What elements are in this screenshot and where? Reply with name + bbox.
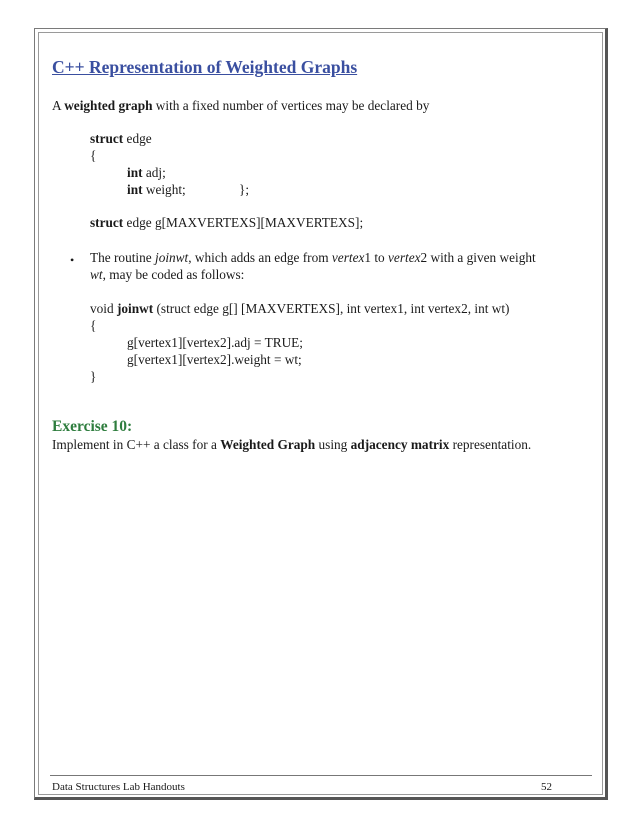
bullet-italic-wt: wt xyxy=(90,267,103,282)
bullet-text: 1 to xyxy=(364,250,389,265)
struct-close: }; xyxy=(239,182,250,197)
bullet-marker: • xyxy=(70,253,75,267)
struct-name: edge xyxy=(123,131,152,146)
void-keyword: void xyxy=(90,301,117,316)
exercise-text-part: using xyxy=(315,437,351,452)
footer-rule xyxy=(50,775,592,776)
bullet-text: , which adds an edge from xyxy=(188,250,332,265)
function-name: joinwt xyxy=(116,301,154,316)
function-params: (struct edge g[] [MAXVERTEXS], int vertex1, int vertex2, int wt) xyxy=(153,301,510,316)
array-decl: edge g[MAXVERTEXS][MAXVERTEXS]; xyxy=(123,215,364,230)
bullet-text: 2 with a given weight xyxy=(420,250,536,265)
bullet-italic-vertex: vertex xyxy=(388,250,421,265)
joinwt-close-brace: } xyxy=(90,369,97,384)
struct-open-brace: { xyxy=(90,148,97,163)
struct-field-weight xyxy=(127,182,186,198)
intro-post: with a fixed number of vertices may be declared by xyxy=(152,98,430,113)
footer-title: Data Structures Lab Handouts xyxy=(52,781,185,793)
intro-pre: A xyxy=(52,98,65,113)
struct-array-decl xyxy=(90,215,363,231)
exercise-bold-term: adjacency matrix xyxy=(350,437,450,452)
page-number: 52 xyxy=(541,781,552,793)
struct-keyword: struct xyxy=(90,215,124,230)
field-adj: adj; xyxy=(142,165,166,180)
int-keyword: int xyxy=(127,165,143,180)
struct-keyword: struct xyxy=(90,131,124,146)
exercise-text-part: Implement in C++ a class for a xyxy=(52,437,221,452)
exercise-bold-term: Weighted Graph xyxy=(220,437,316,452)
intro-bold-term: weighted graph xyxy=(64,98,153,113)
bullet-line-1 xyxy=(90,250,536,266)
joinwt-body-line-1: g[vertex1][vertex2].adj = TRUE; xyxy=(127,335,303,350)
bullet-text: The routine xyxy=(90,250,155,265)
struct-line-1 xyxy=(90,131,152,147)
bullet-italic-joinwt: joinwt xyxy=(155,250,189,265)
int-keyword: int xyxy=(127,182,143,197)
exercise-title: Exercise 10: xyxy=(52,418,133,435)
joinwt-signature xyxy=(90,301,509,317)
exercise-text xyxy=(52,437,531,453)
exercise-text-part: representation. xyxy=(449,437,532,452)
struct-field-adj xyxy=(127,165,166,181)
section-heading: C++ Representation of Weighted Graphs xyxy=(52,57,358,77)
joinwt-open-brace: { xyxy=(90,318,97,333)
bullet-line-2 xyxy=(90,267,244,283)
field-weight: weight; xyxy=(142,182,186,197)
bullet-text: , may be coded as follows: xyxy=(102,267,245,282)
intro-paragraph xyxy=(52,98,429,114)
bullet-italic-vertex: vertex xyxy=(331,250,365,265)
joinwt-body-line-2: g[vertex1][vertex2].weight = wt; xyxy=(127,352,302,367)
